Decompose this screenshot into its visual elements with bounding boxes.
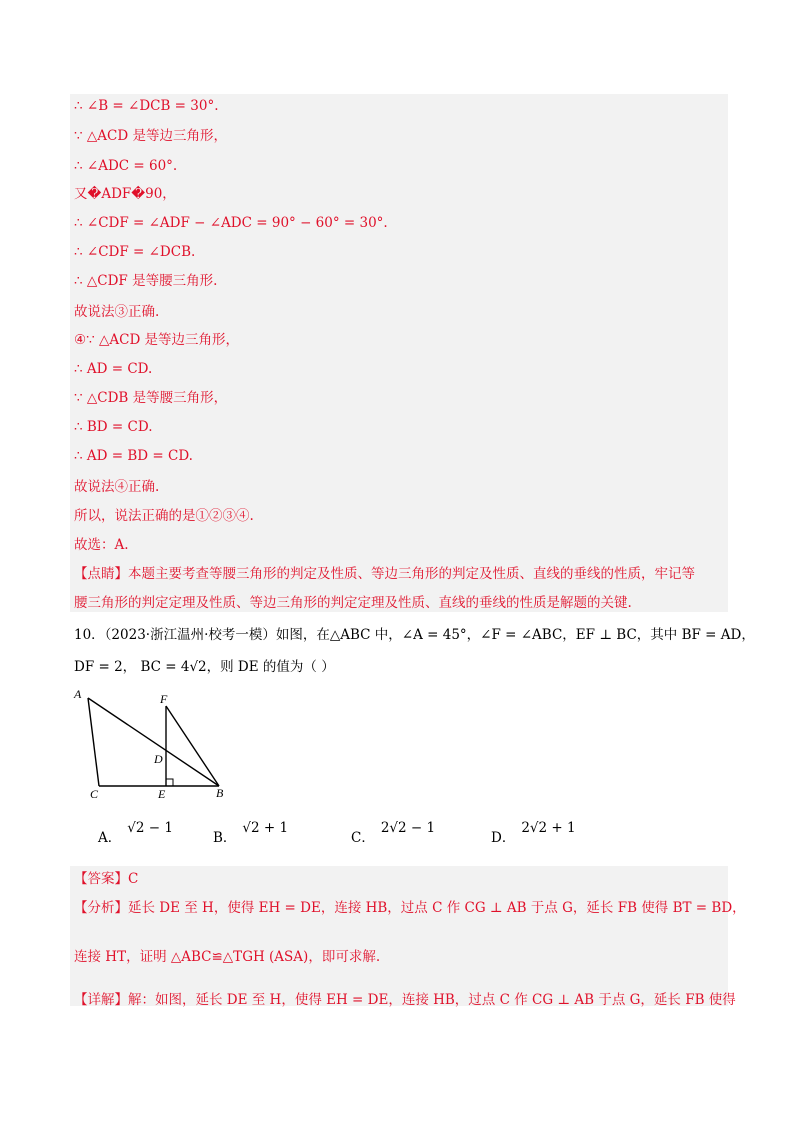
- answer-value: C: [128, 871, 139, 887]
- choice-c[interactable]: [351, 820, 436, 846]
- solution-line-16: 故选：A.: [74, 537, 129, 553]
- label-d: D: [154, 752, 163, 766]
- solution-line-4: 又�ADF�90，: [74, 186, 176, 202]
- solution-line-3: ∴ ∠ADC = 60°.: [74, 158, 178, 174]
- note-text-1: 本题主要考查等腰三角形的判定及性质、等边三角形的判定及性质、直线的垂线的性质，牢记等: [128, 566, 695, 582]
- analysis-text-1: 延长 DE 至 H，使得 EH = DE，连接 HB，过点 C 作 CG ⊥ AB 于点 G，延长 FB 使得 BT = BD，: [128, 900, 746, 916]
- solution-line-10: ∴ AD = CD.: [74, 361, 153, 377]
- choice-a-value: √2 − 1: [127, 820, 173, 836]
- solution-line-1: ∴ ∠B = ∠DCB = 30°.: [74, 98, 219, 114]
- analysis-line-2: 连接 HT，证明 △ABC≌△TGH (ASA)，即可求解.: [74, 949, 381, 965]
- answer-line: [74, 870, 138, 888]
- solution-line-9: ④∵ △ACD 是等边三角形，: [74, 332, 240, 348]
- label-a: A: [74, 687, 82, 701]
- edge-ab: [88, 698, 219, 786]
- solution-line-15: 所以，说法正确的是①②③④.: [74, 508, 254, 524]
- label-c: C: [90, 787, 99, 801]
- choice-a[interactable]: [98, 820, 173, 846]
- solution-line-5: ∴ ∠CDF = ∠ADF − ∠ADC = 90° − 60° = 30°.: [74, 215, 388, 231]
- solution-line-11: ∵ △CDB 是等腰三角形，: [74, 390, 228, 406]
- solution-line-2: ∵ △ACD 是等边三角形，: [74, 128, 227, 144]
- solution-line-7: ∴ △CDF 是等腰三角形.: [74, 273, 218, 289]
- solution-line-12: ∴ BD = CD.: [74, 419, 153, 435]
- choice-d-value: 2√2 + 1: [521, 820, 576, 836]
- choice-c-letter: C．: [351, 830, 375, 846]
- analysis-line-1: [74, 899, 746, 917]
- right-angle-mark: [166, 779, 173, 786]
- label-b: B: [216, 786, 224, 800]
- label-e: E: [158, 787, 166, 801]
- solution-line-8: 故说法③正确.: [74, 304, 160, 320]
- solution-line-6: ∴ ∠CDF = ∠DCB.: [74, 244, 196, 260]
- question-line-2: DF = 2， BC = 4√2，则 DE 的值为（ ）: [74, 659, 335, 675]
- choice-b-letter: B．: [213, 830, 237, 846]
- solution-line-14: 故说法④正确.: [74, 479, 160, 495]
- question-line-1: 10．（2023·浙江温州·校考一模）如图，在△ABC 中，∠A = 45°，∠F = ∠ABC，EF ⊥ BC，其中 BF = AD，: [74, 627, 755, 643]
- edge-ac: [88, 698, 99, 786]
- detail-label: 【详解】: [74, 992, 128, 1008]
- choice-b[interactable]: [213, 820, 289, 846]
- note-line-1: [74, 565, 695, 583]
- detail-text-1: 解：如图，延长 DE 至 H，使得 EH = DE，连接 HB，过点 C 作 CG ⊥ AB 于点 G，延长 FB 使得: [128, 992, 736, 1008]
- note-label: 【点睛】: [74, 566, 128, 582]
- choice-d-letter: D．: [491, 830, 516, 846]
- note-line-2: 腰三角形的判定定理及性质、等边三角形的判定定理及性质、直线的垂线的性质是解题的关键.: [74, 595, 632, 611]
- choice-c-value: 2√2 − 1: [380, 820, 436, 836]
- answer-label: 【答案】: [74, 871, 128, 887]
- choice-b-value: √2 + 1: [242, 820, 289, 836]
- choice-a-letter: A．: [98, 830, 122, 846]
- detail-line-1: [74, 991, 736, 1009]
- analysis-label: 【分析】: [74, 900, 128, 916]
- triangle-figure: [70, 686, 250, 806]
- answer-box: [70, 866, 728, 1006]
- label-f: F: [160, 692, 168, 706]
- choice-d[interactable]: [491, 820, 576, 846]
- solution-line-13: ∴ AD = BD = CD.: [74, 448, 193, 464]
- edge-fb: [166, 706, 219, 786]
